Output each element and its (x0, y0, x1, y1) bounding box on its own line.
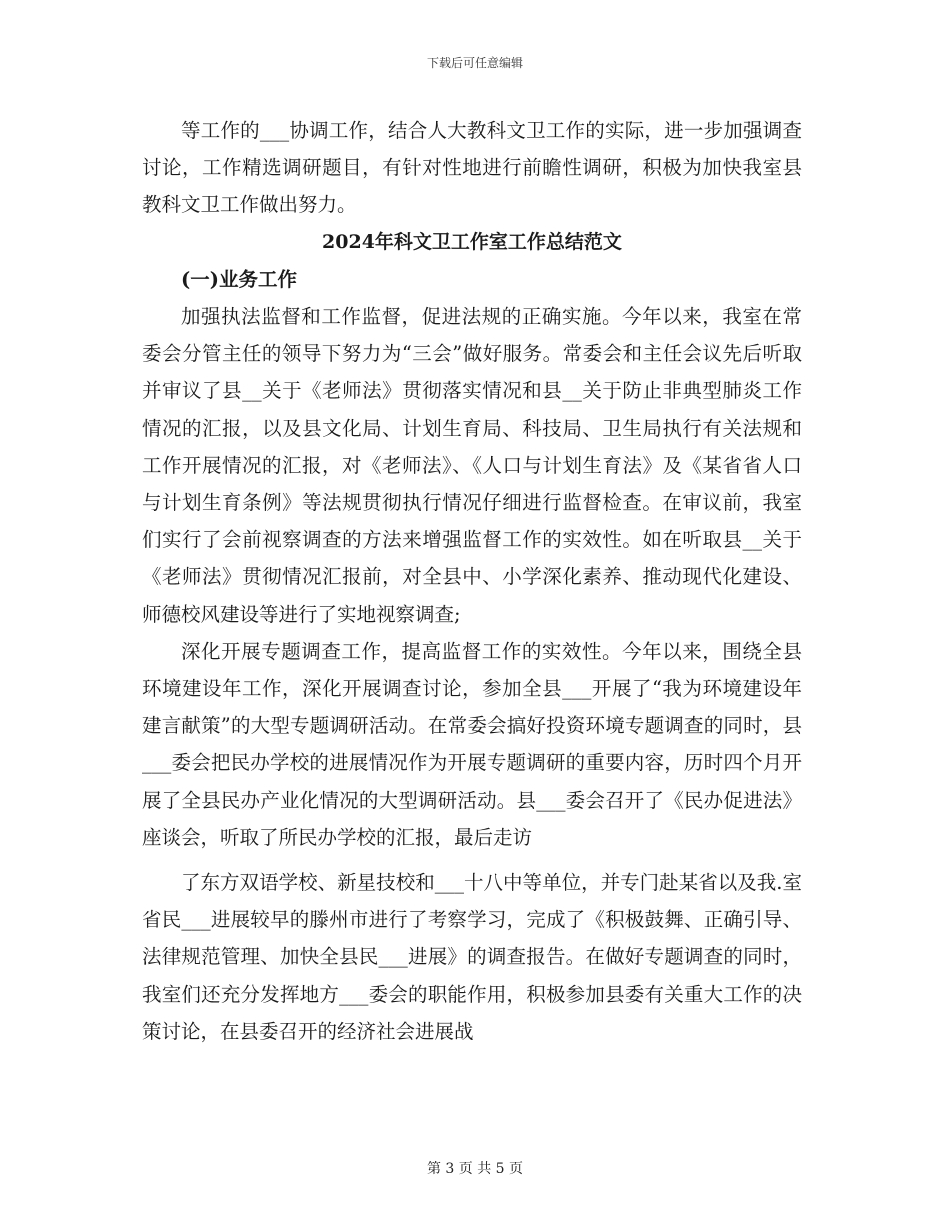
document-body (142, 112, 802, 1050)
section-heading: (一)业务工作 (181, 267, 297, 291)
header-note: 下载后可任意编辑 (426, 56, 523, 70)
document-title: 2024年科文卫工作室工作总结范文 (322, 230, 622, 253)
paragraph-intro: 等工作的___协调工作，结合人大教科文卫工作的实际，进一步加强调查讨论，工作精选调研题目，有针对性地进行前瞻性调研，积极为加快我室县教科文卫工作做出努力。 (142, 119, 802, 217)
paragraph-2: 深化开展专题调查工作，提高监督工作的实效性。今年以来，围绕全县环境建设年工作，深化开展调查讨论，参加全县___开展了“我为环境建设年建言献策”的大型专题调研活动。在常委会搞好投资环境专题调查的同时，县___委会把民办学校的进展情况作为开展专题调研的重要内容，历时四个月开展了全县民办产业化情况的大型调研活动。县___委会召开了《民办促进法》座谈会，听取了所民办学校的汇报，最后走访 (142, 639, 802, 849)
paragraph-3: 了东方双语学校、新星技校和___十八中等单位，并专门赴某省以及我.室省民___进展较早的滕州市进行了考察学习，完成了《积极鼓舞、正确引导、法律规范管理、加快全县民___进展》的调查报告。在做好专题调查的同时，我室们还充分发挥地方___委会的职能作用，积极参加县委有关重大工作的决策讨论，在县委召开的经济社会进展战 (142, 871, 802, 1043)
page-number: 第 3 页 共 5 页 (426, 1161, 524, 1177)
paragraph-1: 加强执法监督和工作监督，促进法规的正确实施。今年以来，我室在常委会分管主任的领导下努力为“三会”做好服务。常委会和主任会议先后听取并审议了县__关于《老师法》贯彻落实情况和县__关于防止非典型肺炎工作情况的汇报，以及县文化局、计划生育局、科技局、卫生局执行有关法规和工作开展情况的汇报，对《老师法》、《人口与计划生育法》及《某省省人口与计划生育条例》等法规贯彻执行情况仔细进行监督检查。在审议前，我室们实行了会前视察调查的方法来增强监督工作的实效性。如在听取县__关于《老师法》贯彻情况汇报前，对全县中、小学深化素养、推动现代化建设、师德校风建设等进行了实地视察调查; (142, 305, 802, 626)
